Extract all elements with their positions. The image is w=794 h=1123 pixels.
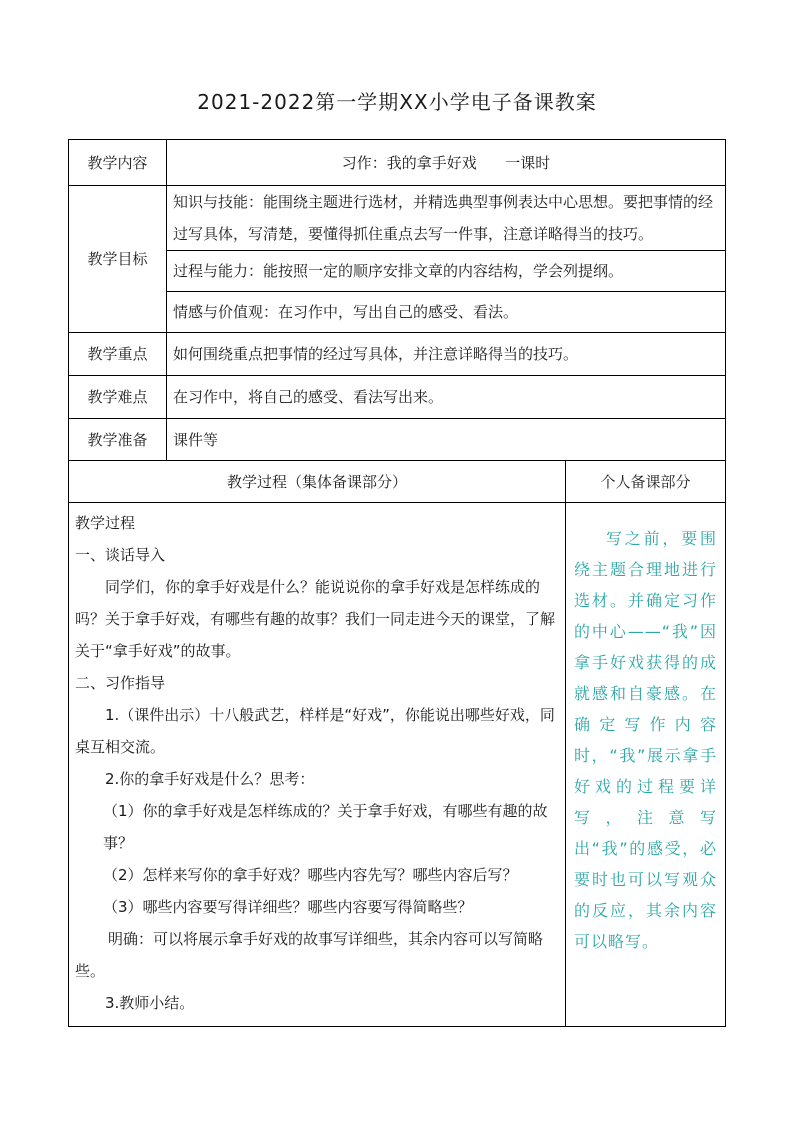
value-key-point: 如何围绕重点把事情的经过写具体，并注意详略得当的技巧。 — [167, 333, 726, 376]
personal-note-cell — [566, 503, 726, 1027]
row-objective-process — [69, 251, 726, 292]
process-heading: 教学过程 — [75, 514, 136, 532]
document-title: 2021-2022第一学期XX小学电子备课教案 — [197, 90, 597, 114]
row-objective-emotion — [69, 292, 726, 333]
question-3: （3）哪些内容要写得详细些？哪些内容要写得简略些？ — [103, 898, 473, 916]
clarification: 明确：可以将展示拿手好戏的故事写详细些，其余内容可以写简略些。 — [75, 930, 544, 980]
value-teaching-content: 习作：我的拿手好戏 一课时 — [167, 140, 726, 186]
value-difficulty: 在习作中，将自己的感受、看法写出来。 — [167, 376, 726, 419]
label-teaching-objectives: 教学目标 — [69, 186, 167, 333]
row-objective-knowledge — [69, 186, 726, 251]
question-1: （1）你的拿手好戏是怎样练成的？关于拿手好戏，有哪些有趣的故事？ — [103, 802, 548, 852]
question-2: （2）怎样来写你的拿手好戏？哪些内容先写？哪些内容后写？ — [103, 866, 518, 884]
guidance-item-2: 2.你的拿手好戏是什么？思考： — [105, 770, 315, 788]
row-process-header — [69, 461, 726, 503]
intro-paragraph: 同学们，你的拿手好戏是什么？能说说你的拿手好戏是怎样练成的吗？关于拿手好戏，有哪些有趣的故事？我们一同走进今天的课堂，了解关于“拿手好戏”的故事。 — [75, 578, 556, 660]
lesson-plan-table — [68, 139, 726, 1027]
objective-knowledge: 知识与技能：能围绕主题进行选材，并精选典型事例表达中心思想。要把事情的经过写具体，写清楚，要懂得抓住重点去写一件事，注意详略得当的技巧。 — [167, 186, 726, 251]
label-difficulty: 教学难点 — [69, 376, 167, 419]
process-main-content — [69, 503, 566, 1027]
label-preparation: 教学准备 — [69, 419, 167, 461]
label-teaching-content: 教学内容 — [69, 140, 167, 186]
row-teaching-content — [69, 140, 726, 186]
row-preparation — [69, 419, 726, 461]
objective-process: 过程与能力：能按照一定的顺序安排文章的内容结构，学会列提纲。 — [167, 251, 726, 292]
label-key-point: 教学重点 — [69, 333, 167, 376]
row-process-body — [69, 503, 726, 1027]
row-difficulty — [69, 376, 726, 419]
section-intro-heading: 一、谈话导入 — [75, 546, 166, 564]
personal-note: 写之前，要围绕主题合理地进行选材。并确定习作的中心——“我”因拿手好戏获得的成就感和自豪感。在确定写作内容时，“我”展示拿手好戏的过程要详写，注意写出“我”的感受，必要时也可以写观众的反应，其余内容可以略写。 — [574, 529, 717, 951]
objective-emotion: 情感与价值观：在习作中，写出自己的感受、看法。 — [167, 292, 726, 333]
header-process-main: 教学过程（集体备课部分） — [69, 461, 566, 503]
guidance-item-3: 3.教师小结。 — [105, 994, 195, 1012]
guidance-item-1: 1.（课件出示）十八般武艺，样样是“好戏”，你能说出哪些好戏，同桌互相交流。 — [75, 706, 555, 756]
header-process-personal: 个人备课部分 — [566, 461, 726, 503]
value-preparation: 课件等 — [167, 419, 726, 461]
row-key-point — [69, 333, 726, 376]
section-guidance-heading: 二、习作指导 — [75, 674, 166, 692]
